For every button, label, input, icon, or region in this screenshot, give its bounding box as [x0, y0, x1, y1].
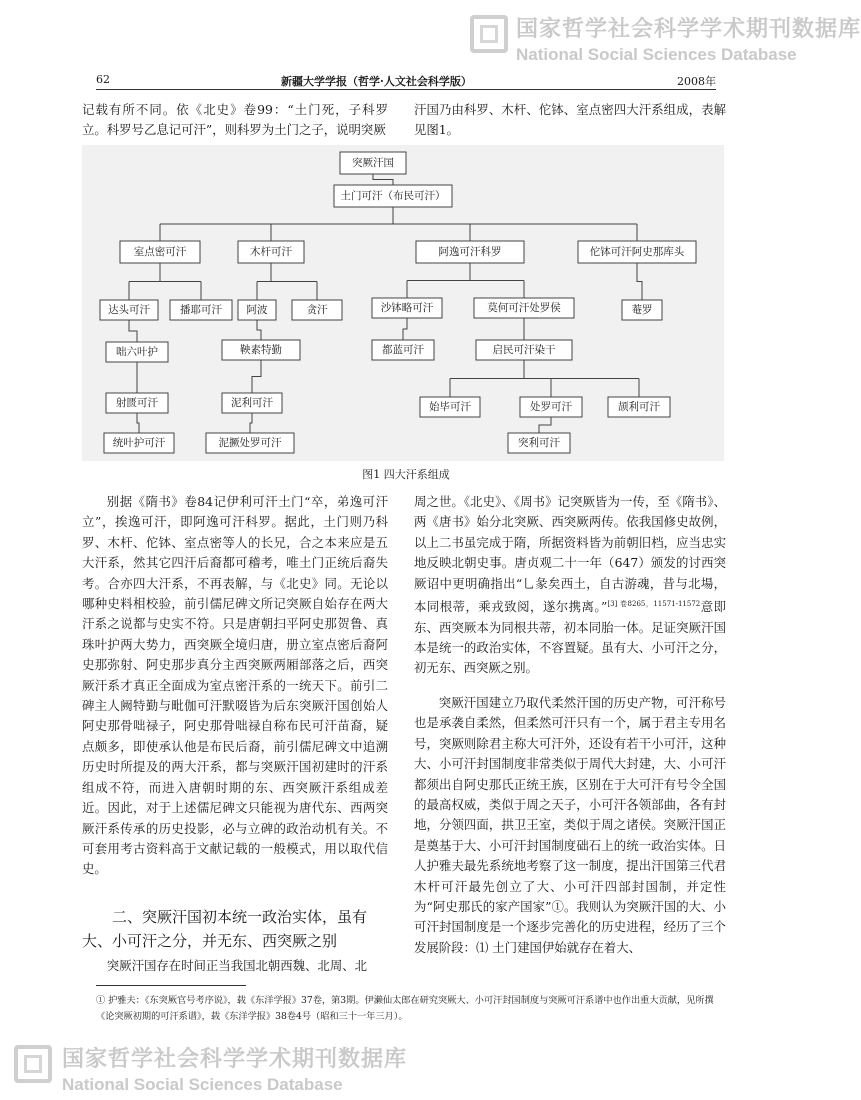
node-yangsu: [222, 340, 300, 360]
node-label-shidianmi: 室点密可汗: [133, 246, 187, 258]
node-label-duolan: 都蓝可汗: [382, 344, 424, 356]
node-label-nili: 泥利可汗: [231, 397, 273, 409]
khanate-lineage-diagram: [0, 0, 812, 470]
node-tumen: [334, 185, 452, 207]
top-left-text: 记载有所不同。依《北史》卷99：“土门死，子科罗立。科罗号乙息记可汗”，则科罗为土门之子，说明突厥: [82, 102, 388, 138]
top-right-text: 汗国乃由科罗、木杆、佗钵、室点密四大汗系组成，表解见图1。: [414, 102, 726, 138]
node-label-shegui: 射匮可汗: [116, 397, 158, 409]
node-label-duliuyehu: 咄六叶护: [116, 346, 158, 358]
node-label-abo: 阿波: [246, 304, 268, 316]
node-nili: [222, 393, 282, 413]
node-label-tumen: 土门可汗（布民可汗）: [340, 190, 446, 202]
journal-title: 新疆大学学报（哲学·人文社会科学版）: [281, 75, 472, 88]
node-shegui: [106, 393, 168, 413]
right-paragraph-2: [414, 693, 726, 958]
node-tuli: [508, 433, 570, 453]
node-mugan: [238, 241, 304, 263]
section-heading: 二、突厥汗国初本统一政治实体，虽有大、小可汗之分，并无东、西突厥之别: [82, 908, 368, 950]
watermark-logo-bottom: [14, 1045, 52, 1083]
right-paragraph-2-b: 。我则认为突厥汗国的大、小可汗封国制度是一个逐步完善化的历史进程，经历了三个发展阶段：⑴ 土门建国伊始就存在着大、: [414, 899, 726, 955]
node-label-tongyehu: 统叶护可汗: [112, 437, 166, 449]
citation-ref-3: [3] 卷8265，11571-11572: [607, 600, 701, 609]
node-tan: [292, 300, 342, 320]
right-paragraph-1-a: 周之世。《北史》、《周书》记突厥皆为一传，至《隋书》、两《唐书》始分北突厥、西突厥两传。依我国修史故例，以上二书虽完成于隋，所据资料皆为前朝旧档，应当忠实地反映北朝史事。唐贞观二十一年（647）颁发的讨西突厥诏中更明确指出“乚彖矣西土，自古游魂，昔与北場，本同根蒂，乘戎致阅，遂尔携离。”: [414, 494, 726, 615]
footnote-rule: [96, 985, 246, 986]
node-mohe: [474, 298, 574, 318]
node-boluo: [170, 300, 232, 320]
node-label-qimin: 启民可汗染干: [492, 344, 556, 356]
node-label-anluo: 菴罗: [631, 304, 653, 316]
node-shibi: [420, 397, 480, 417]
node-keluo: [416, 241, 524, 263]
node-duliuyehu: [106, 342, 168, 362]
node-chuluo: [520, 397, 582, 417]
node-anluo: [622, 300, 662, 320]
node-label-xieli: 颉利可汗: [618, 401, 660, 413]
node-label-mugan: 木杆可汗: [250, 246, 292, 258]
node-label-chuluo: 处罗可汗: [530, 401, 572, 413]
watermark-top-cn: 国家哲学社会科学学术期刊数据库: [516, 16, 861, 41]
node-label-shibi: 始毕可汗: [429, 401, 471, 413]
node-tuobo: [578, 241, 696, 263]
node-shidianmi: [120, 241, 200, 263]
left-paragraph-2: 突厥汗国存在时间正当我国北朝西魏、北周、北: [106, 958, 367, 973]
node-tongyehu: [104, 433, 174, 453]
node-label-mohe: 莫何可汗处罗侯: [487, 302, 561, 314]
node-label-datou: 达头可汗: [108, 304, 150, 316]
left-paragraph-1: 别据《隋书》卷84记伊利可汗土门“卒，弟逸可汗立”，挨逸可汗，即阿逸可汗科罗。据此，土门则乃科罗、木杆、佗钵、室点密等人的长兄，合之本来应是五大汗系，然其它四汗后裔都可稽考，唯土门正统后裔失考。合亦四大汗系，不再表解，与《北史》同。无论以哪种史料相校验，前引儒尼碑文所记突厥自始存在两大汗系之说都与史实不符。只是唐朝扫平阿史那贺鲁、真珠叶护两大势力，西突厥全境归唐，册立室点密后裔阿史那弥射、阿史那步真分主西突厥两厢部落之后，西突厥汗系才真正全面成为室点密汗系的一统天下。前引二碑主人阙特勤与毗伽可汗默啜皆为后东突厥汗国创始人阿史那骨咄禄子，阿史那骨咄禄自称布民可汗苗裔，疑点颇多，即使承认他是布民后裔，前引儒尼碑文中追溯历史时所提及的两大汗系，都与突厥汗国初建时的汗系组成不符，而进入唐朝时期的东、西突厥汗系组成差近。因此，对于上述儒尼碑文只能视为唐代东、西两突厥汗系传承的历史投影，必与立碑的政治动机有关。不可套用考古资料高于文献记载的一般模式，用以取代信史。: [82, 494, 388, 877]
figure-caption: 图1 四大汗系组成: [362, 468, 450, 481]
node-label-tan: 贪汗: [306, 304, 328, 316]
watermark-bottom: [62, 1042, 407, 1095]
node-label-tuli: 突利可汗: [518, 437, 560, 449]
watermark-top-en: National Social Sciences Database: [516, 45, 797, 64]
node-nishu: [206, 433, 294, 453]
node-abo: [238, 300, 276, 320]
node-label-tuobo: 佗钵可汗阿史那库头: [589, 246, 685, 258]
page-number: 62: [96, 73, 110, 86]
node-duolan: [372, 340, 434, 360]
right-paragraph-2-a: 突厥汗国建立乃取代柔然汗国的历史产物，可汗称号也是承袭自柔然，但柔然可汗只有一个，属于君主专用名号，突厥则除君主称大可汗外，还设有若干小可汗，这种大、小可汗封国制度非常类似于周代大封建，大、小可汗都须出自阿史那氏正统王族，区别在于大可汗有号令全国的最高权威，类似于周之天子，小可汗各领部曲，各有封地，分领四面，拱卫王室，类似于周之诸侯。突厥汗国正是奠基于大、小可汗封国制度础石上的统一政治实体。日人护雅夫最先系统地考察了这一制度，提出汗国第三代君木杆可汗最先创立了大、小可汗四部封国制，并定性为“阿史那氏的家产国家”: [414, 695, 726, 915]
footnote: ① 护雅夫：《东突厥官号考序说》，载《东洋学报》37卷，第3期。伊濑仙太郎在研究突厥大、小可汗封国制度与突厥可汗系谱中也作出重大贡献，见所撰《论突厥初期的可汗系谱》，载《东洋学报》38卷4号（昭和三十一年三月）。: [96, 995, 714, 1022]
footnote-ref-1: ①: [551, 899, 564, 915]
node-label-shabolue: 沙钵略可汗: [380, 302, 434, 314]
publication-year: 2008年: [677, 75, 716, 88]
node-qimin: [476, 340, 572, 360]
node-label-keluo: 阿逸可汗科罗: [438, 246, 502, 258]
right-paragraph-1: [414, 492, 726, 679]
node-xieli: [608, 397, 670, 417]
node-datou: [100, 300, 158, 320]
node-label-root: 突厥汗国: [352, 157, 394, 169]
watermark-bottom-cn: 国家哲学社会科学学术期刊数据库: [62, 1046, 408, 1071]
node-label-boluo: 播耶可汗: [180, 304, 222, 316]
node-shabolue: [372, 298, 442, 318]
node-label-yangsu: 鞅素特勤: [240, 344, 282, 356]
node-root: [340, 152, 406, 174]
node-label-nishu: 泥撅处罗可汗: [218, 437, 282, 449]
right-paragraph-1-b: 意即东、西突厥本为同根共蒂，初本同胎一体。足证突厥汗国本是统一的政治实体，不容置疑。虽有大、小可汗之分，初无东、西突厥之别。: [414, 599, 727, 676]
watermark-bottom-en: National Social Sciences Database: [62, 1075, 343, 1094]
